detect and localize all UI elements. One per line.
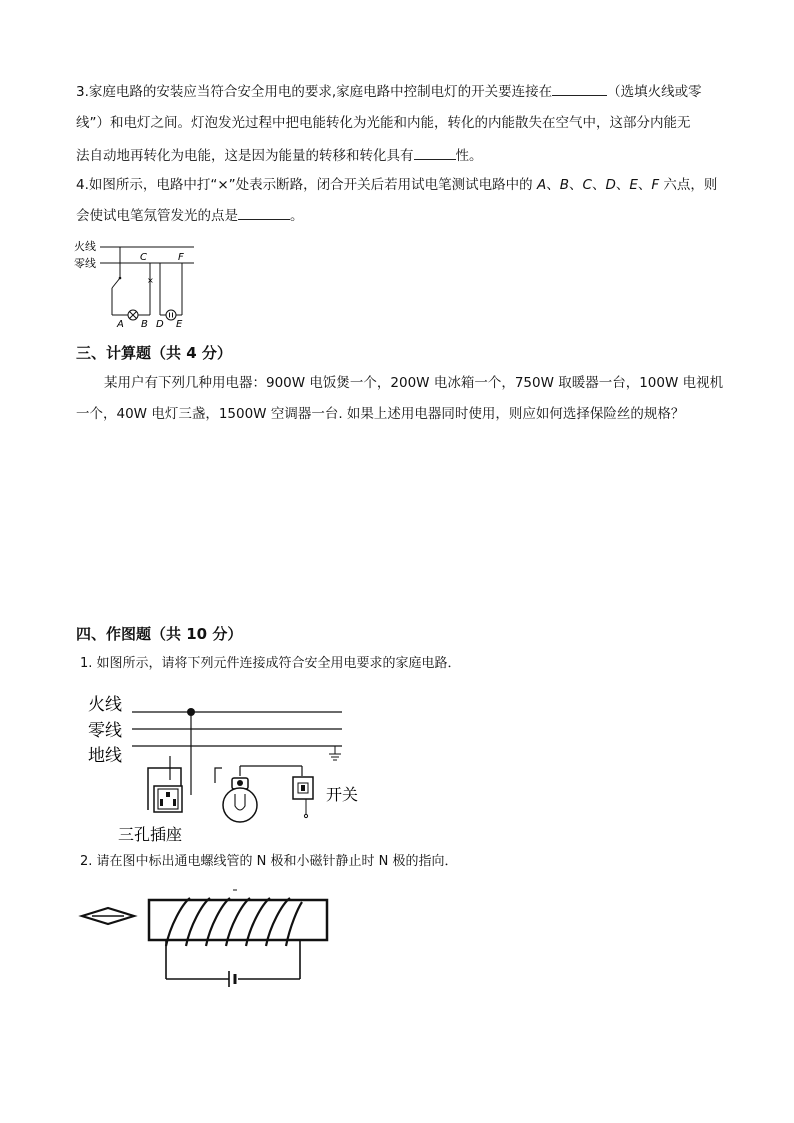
q3-answer-blank-2[interactable] [414,145,456,160]
fig4-break-mark: × [147,276,154,285]
q4-sep: 、 [591,177,606,193]
solenoid-diagram [78,884,338,989]
fig1-switch-label: 开关 [326,785,359,804]
q4-sep: 、 [615,177,630,193]
q3-text-1b: （选填火线或零 [607,84,702,100]
q4-point-a: A [536,177,547,193]
q4-line-2 [76,205,726,226]
battery-icon [229,971,235,987]
q4-point-f: F [651,177,660,193]
fig4-label-b: B [141,319,148,330]
q4-text-2a: 会使试电笔氖管发光的点是 [76,208,238,224]
fig1-live-label: 火线 [88,695,122,715]
q4-point-e: E [629,177,638,193]
q4-line-1 [76,175,726,195]
fig4-label-f: F [178,252,184,263]
three-hole-socket-icon [148,756,182,812]
fig4-live-label: 火线 [74,240,96,253]
household-circuit-diagram [80,690,370,845]
q3-line-2: 线”）和电灯之间。灯泡发光过程中把电能转化为光能和内能，转化的内能散失在空气中，这部分内能无 [76,115,691,131]
fig4-label-c: C [140,252,147,263]
wall-switch-icon [293,766,313,818]
compass-needle-icon [82,908,134,924]
q4-answer-blank[interactable] [238,205,290,220]
q3-text-1a: 3.家庭电路的安装应当符合安全用电的要求,家庭电路中控制电灯的开关要连接在 [76,84,553,100]
section-4-title: 四、作图题（共 10 分） [76,625,243,643]
q4-sep: 、 [569,177,583,193]
q4-text-1a: 4.如图所示，电路中打“×”处表示断路，闭合开关后若用试电笔测试电路中的 [76,177,537,193]
q3-line-3 [76,145,726,166]
sec4-question-2: 2. 请在图中标出通电螺线管的 N 极和小磁针静止时 N 极的指向． [80,854,458,869]
fig1-socket-label: 三孔插座 [118,825,183,844]
sec4-question-1: 1. 如图所示，请将下列元件连接成符合安全用电要求的家庭电路． [80,656,461,671]
sec3-paragraph-1: 某用户有下列几种用电器：900W 电饭煲一个，200W 电冰箱一个，750W 取暖器一台，100W 电视机 [104,375,724,391]
q4-text-2b: 。 [290,208,304,224]
fig4-label-d: D [156,319,164,330]
q3-text-3a: 法自动地再转化为电能，这是因为能量的转移和转化具有 [76,148,414,164]
q3-text-3b: 性。 [455,148,483,164]
fig4-neutral-label: 零线 [74,257,96,270]
q4-text-1b: 六点，则 [659,177,718,193]
q4-point-b: B [559,177,569,193]
fig4-label-e: E [176,319,183,330]
q4-sep: 、 [546,177,560,193]
q3-answer-blank-1[interactable] [552,81,607,96]
q3-line-1 [76,81,726,102]
light-bulb-icon [215,766,302,822]
fig4-label-a: A [117,319,124,330]
q4-sep: 、 [637,177,652,193]
q4-point-c: C [582,177,592,193]
sec3-paragraph-2: 一个，40W 电灯三盏，1500W 空调器一台. 如果上述用电器同时使用，则应如何选择保险丝的规格？ [76,406,685,422]
q4-circuit-diagram [74,238,204,330]
section-3-title: 三、计算题（共 4 分） [76,344,232,362]
fig1-ground-label: 地线 [88,746,122,766]
fig1-neutral-label: 零线 [88,721,122,741]
q4-point-d: D [605,177,616,193]
